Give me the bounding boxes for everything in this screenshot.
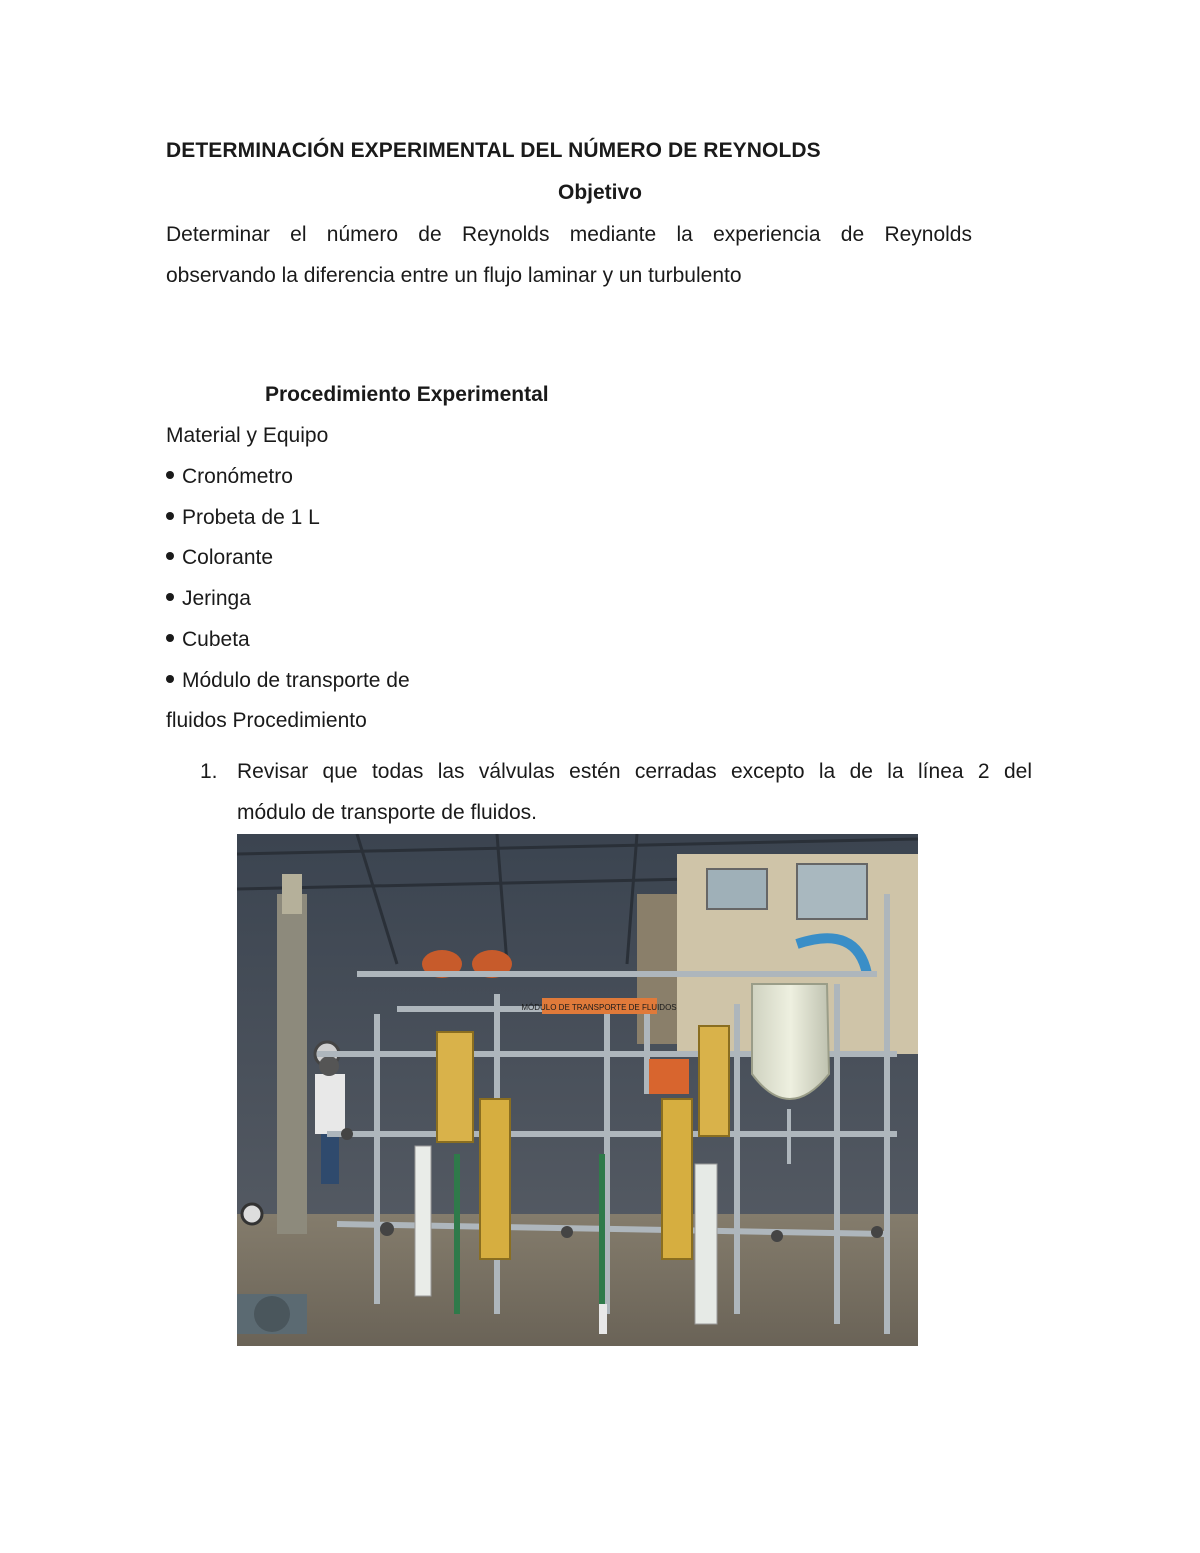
list-item-text: Jeringa xyxy=(182,587,251,610)
equipment-photo xyxy=(237,834,918,1346)
list-item-text: Colorante xyxy=(182,546,274,569)
list-item xyxy=(166,587,251,611)
list-item-text: Cubeta xyxy=(182,628,250,651)
list-item xyxy=(166,546,273,570)
materials-heading: Material y Equipo xyxy=(166,424,329,447)
document-title: DETERMINACIÓN EXPERIMENTAL DEL NÚMERO DE REYNOLDS xyxy=(166,139,821,162)
bullet-icon xyxy=(166,634,174,642)
step-text xyxy=(237,751,1032,833)
list-item-text: Cronómetro xyxy=(182,465,293,488)
objective-heading: Objetivo xyxy=(557,181,642,204)
step-text-line-2: módulo de transporte de fluidos. xyxy=(237,801,538,824)
bullet-icon xyxy=(166,552,174,560)
objective-text-line-2: observando la diferencia entre un flujo laminar y un turbulento xyxy=(166,264,742,287)
bullet-icon xyxy=(166,593,174,601)
list-item xyxy=(166,628,250,652)
bullet-icon xyxy=(166,675,174,683)
step-text-line-1: Revisar que todas las válvulas estén cerradas excepto la de la línea 2 del xyxy=(237,760,1032,783)
procedure-heading: Procedimiento Experimental xyxy=(265,383,549,406)
list-item xyxy=(166,669,410,693)
list-item-text: Módulo de transporte de xyxy=(182,669,410,692)
list-item-text: Probeta de 1 L xyxy=(182,506,320,529)
bullet-icon xyxy=(166,512,174,520)
fluid-transport-module-photo xyxy=(237,834,918,1346)
list-item xyxy=(166,465,293,489)
photo-sign-text: MÓDULO DE TRANSPORTE DE FLUIDOS xyxy=(521,1003,677,1012)
step-number: 1. xyxy=(200,760,218,783)
objective-text-line-1: Determinar el número de Reynolds mediante la experiencia de Reynolds xyxy=(166,223,972,246)
objective-paragraph xyxy=(166,214,972,296)
materials-continuation: fluidos Procedimiento xyxy=(166,709,367,732)
procedure-step xyxy=(200,751,1032,833)
list-item xyxy=(166,506,320,530)
bullet-icon xyxy=(166,471,174,479)
